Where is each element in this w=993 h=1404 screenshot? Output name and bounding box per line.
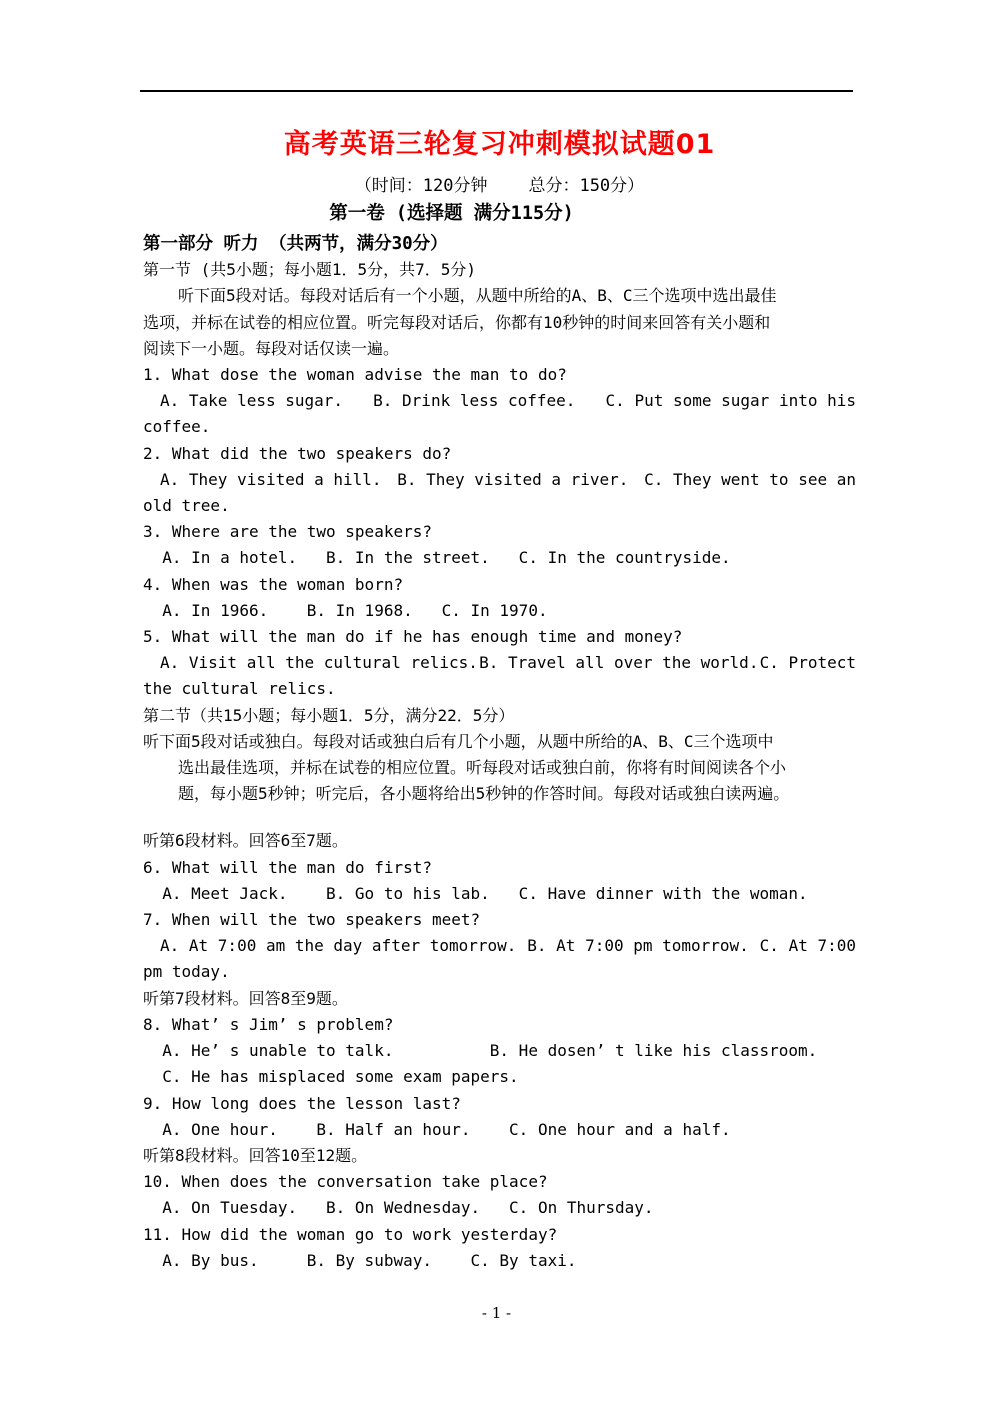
option-part: C. At 7:00 bbox=[759, 936, 856, 956]
question-8: 8. What’ s Jim’ s problem? bbox=[143, 1014, 394, 1034]
option-part: B. At 7:00 pm tomorrow. bbox=[527, 936, 749, 956]
options-5-cont: the cultural relics. bbox=[143, 679, 336, 699]
section2-instructions-line: 题，每小题5秒钟；听完后，各小题将给出5秒钟的作答时间。每段对话或独白读两遍。 bbox=[178, 784, 790, 804]
listening-instructions-line: 听下面5段对话。每段对话后有一个小题，从题中所给的A、B、C三个选项中选出最佳 bbox=[178, 286, 777, 306]
options-1 bbox=[143, 388, 856, 414]
page-number: - 1 - bbox=[481, 1304, 512, 1322]
question-2: 2. What did the two speakers do? bbox=[143, 443, 452, 463]
options-7-cont: pm today. bbox=[143, 962, 230, 982]
option-part: A. Visit all the cultural relics. bbox=[160, 653, 478, 673]
question-7: 7. When will the two speakers meet? bbox=[143, 910, 481, 930]
blank-line bbox=[143, 807, 856, 828]
question-6: 6. What will the man do first? bbox=[143, 857, 432, 877]
option-part: B. Travel all over the world. bbox=[479, 653, 759, 673]
question-10: 10. When does the conversation take place? bbox=[143, 1172, 548, 1192]
options-11: A. By bus. B. By subway. C. By taxi. bbox=[143, 1250, 577, 1270]
body-lines bbox=[143, 231, 856, 1274]
option-part: C. They went to see an bbox=[644, 469, 856, 489]
material-hint-6-7: 听第6段材料。回答6至7题。 bbox=[143, 831, 348, 851]
options-10: A. On Tuesday. B. On Wednesday. C. On Thursday. bbox=[143, 1198, 654, 1218]
section2-heading: 第二节（共15小题；每小题1．5分，满分22．5分） bbox=[143, 705, 515, 725]
options-7 bbox=[143, 933, 856, 959]
section1-heading: 第一节 (共5小题；每小题1．5分，共7．5分) bbox=[143, 260, 477, 280]
option-part: A. They visited a hill. bbox=[160, 469, 382, 489]
option-part: A. Take less sugar. bbox=[160, 391, 344, 411]
volume-heading: 第一卷 (选择题 满分115分) bbox=[329, 203, 574, 224]
exam-title: 高考英语三轮复习冲刺模拟试题01 bbox=[283, 129, 716, 160]
options-2-cont: old tree. bbox=[143, 496, 230, 516]
section2-instructions-line: 听下面5段对话或独白。每段对话或独白后有几个小题，从题中所给的A、B、C三个选项中 bbox=[143, 731, 774, 751]
options-2 bbox=[143, 467, 856, 493]
options-8-ab: A. He’ s unable to talk. B. He dosen’ t like his classroom. bbox=[143, 1041, 818, 1061]
part1-heading: 第一部分 听力 （共两节，满分30分） bbox=[143, 234, 448, 254]
question-1: 1. What dose the woman advise the man to do? bbox=[143, 365, 567, 385]
options-8-c: C. He has misplaced some exam papers. bbox=[143, 1067, 519, 1087]
listening-instructions-line: 选项，并标在试卷的相应位置。听完每段对话后，你都有10秒钟的时间来回答有关小题和 bbox=[143, 312, 771, 332]
material-hint-8-9: 听第7段材料。回答8至9题。 bbox=[143, 988, 348, 1008]
options-1-cont: coffee. bbox=[143, 417, 211, 437]
document-body bbox=[143, 92, 856, 1274]
option-part: A. At 7:00 am the day after tomorrow. bbox=[160, 936, 517, 956]
question-11: 11. How did the woman go to work yesterday? bbox=[143, 1224, 558, 1244]
option-part: B. Drink less coffee. bbox=[373, 391, 576, 411]
question-9: 9. How long does the lesson last? bbox=[143, 1093, 461, 1113]
section2-instructions-line: 选出最佳选项，并标在试卷的相应位置。听每段对话或独白前，你将有时间阅读各个小 bbox=[178, 758, 787, 778]
options-3: A. In a hotel. B. In the street. C. In the countryside. bbox=[143, 548, 731, 568]
material-hint-10-12: 听第8段材料。回答10至12题。 bbox=[143, 1145, 368, 1165]
option-part: C. Protect bbox=[759, 653, 856, 673]
question-3: 3. Where are the two speakers? bbox=[143, 522, 432, 542]
listening-instructions-line: 阅读下一小题。每段对话仅读一遍。 bbox=[143, 338, 400, 358]
options-5 bbox=[143, 650, 856, 676]
question-5: 5. What will the man do if he has enough time and money? bbox=[143, 627, 683, 647]
exam-meta: （时间：120分钟 总分：150分） bbox=[354, 176, 645, 196]
options-4: A. In 1966. B. In 1968. C. In 1970. bbox=[143, 600, 548, 620]
question-4: 4. When was the woman born? bbox=[143, 574, 404, 594]
options-9: A. One hour. B. Half an hour. C. One hour and a half. bbox=[143, 1119, 731, 1139]
option-part: B. They visited a river. bbox=[397, 469, 629, 489]
option-part: C. Put some sugar into his bbox=[605, 391, 856, 411]
options-6: A. Meet Jack. B. Go to his lab. C. Have dinner with the woman. bbox=[143, 883, 808, 903]
